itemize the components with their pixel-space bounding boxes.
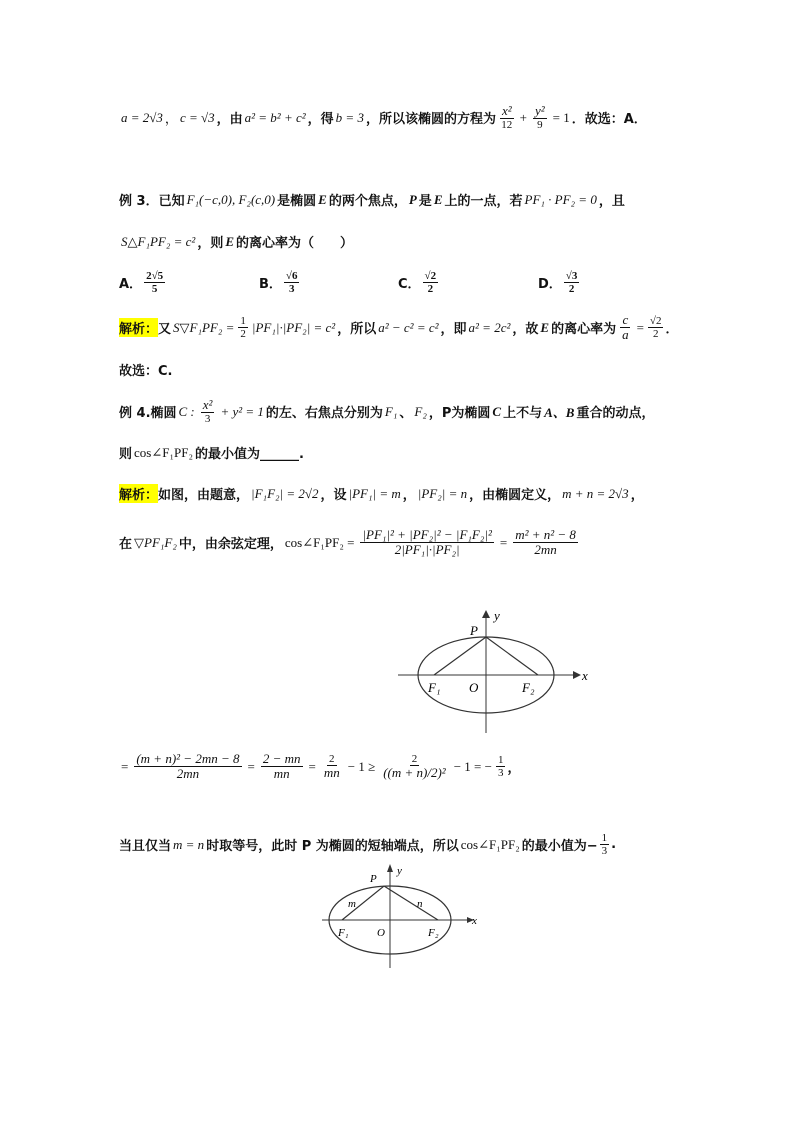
f2-label: F₂ [428,927,439,939]
ellipse-name: E [433,191,443,207]
ex3-question-line-2 [119,232,353,251]
point-name: P [408,191,417,207]
cos-expr: cos∠F₁PF₂ [134,444,193,460]
x-label: x [582,668,588,683]
ex3-question-line [119,190,625,209]
p-label: P [470,623,478,638]
text: ，所以 [337,322,377,338]
ellipse-name: E [318,191,327,207]
text: ，所以该椭圆的方程为 [365,112,496,128]
plus: + [519,109,527,125]
text: ，即 [440,322,467,338]
text: 是 [418,194,432,209]
segment-pf2 [486,637,538,675]
a-eq: a = 2√3 [121,109,163,125]
analysis-tag: 解析： [119,318,158,337]
area: S△F₁PF₂ = c² [121,233,196,249]
option-c: C． $\frac{√2}{2}$ [398,270,437,296]
option-a: A． $\frac{2√5}{5}$ [119,270,164,296]
ellipse-name: E [225,233,234,249]
y-axis-arrow-icon [387,864,393,872]
line-1 [119,104,647,131]
product-expr: |PF₁|·|PF₂| = c² [251,319,336,335]
n-label: n [417,898,423,910]
p-label: P [370,873,377,885]
y-axis-arrow-icon [482,610,490,618]
answer: ．故选：A． [571,112,647,128]
text: ，得 [307,112,334,128]
ellipse-name: E [540,319,550,335]
text: 又 [158,322,172,338]
text: ，故 [512,322,539,338]
x-label: x [472,915,477,927]
fraction-x: $\frac{\text{x²}}{12}$ [501,103,513,132]
text: 的两个焦点， [328,194,407,209]
text: ，且 [598,194,625,209]
f2-label: F₂ [522,680,535,695]
f1-label: F₁ [338,927,349,939]
option-d: D． $\frac{√3}{2}$ [538,270,578,296]
text: ，则 [197,236,224,251]
text: 的离心率为（ ） [236,236,354,251]
ex4-intro: 例 4.椭圆 [119,406,177,422]
option-b: B． $\frac{√6}{3}$ [259,270,298,296]
origin-label: O [377,927,385,939]
relation-1: a² − c² = c² [378,319,439,335]
area-expr: S▽F₁PF₂ = [173,319,235,335]
fraction-y: $\frac{\text{y²}}{9}$ [534,103,545,132]
text: ， [164,112,178,128]
ex3-analysis: 解析： 又 S▽F₁PF₂ = $\frac{1}{2}$ |PF₁|·|PF₂| = c² ，所以 a² − c² = c² ，即 a² = 2c² ，故 E 的离心率为 $\frac{c}{a}$ = $\frac{√2}{2}$ ． [119,312,679,343]
ex4-conclusion: 当且仅当 m = n 时取等号，此时 P 为椭圆的短轴端点，所以 cos∠F₁PF₂ 的最小值为− $\frac{1}{3}$ . [119,832,617,858]
text: 上的一点，若 [444,194,523,209]
ex4-question-line-2: 则 cos∠F₁PF₂ 的最小值为______. [119,444,304,462]
relation: a² = b² + c² [244,109,306,125]
dot-product: PF₁ · PF₂ = 0 [524,191,597,207]
text: ，由 [216,112,243,128]
eq-rhs: = 1 [552,109,570,125]
f1-label: F₁ [428,680,441,695]
ex4-analysis: 解析： 如图，由题意， |F₁F₂| = 2√2 ，设 |PF₁| = m ， |PF₂| = n ，由椭圆定义， m + n = 2√3 ， [119,485,644,503]
y-label: y [494,608,500,623]
relation-2: a² = 2c² [468,319,511,335]
segment-n [384,886,438,920]
foci: F₁(−c,0), F₂(c,0) [186,191,276,207]
ex4-question-line: 例 4.椭圆 C : $\frac{\text{x²}}{3}$ + y² = 1 的左、右焦点分别为 F₁ 、 F₂ ，P为椭圆 C 上不与 A、B 重合的动点， [119,397,655,426]
analysis-tag: 解析： [119,484,158,503]
c-eq: c = √3 [179,109,215,125]
text: 是椭圆 [277,194,317,209]
ex4-cosine-law: 在 ▽PF₁F₂ 中，由余弦定理， cos∠F₁PF₂ = $\frac{\text{|PF₁|² + |PF₂|² − |F₁F₂|²}}{\text{2|PF₁|·|PF₂|}}$ = $\frac{\text{m² + n² − 8}}{2mn}$ [119,527,576,558]
ex4-derivation: = $\frac{\text{(m + n)² − 2mn − 8}}{2mn}$ = $\frac{2 - mn}{mn}$ = $\frac{2}{mn}$ − 1 ≥ $\frac{2}{\text{((m + n)/2)²}}$ − 1 = − $\frac{1}{3}$ ， [121,751,521,782]
ellipse-figure-2 [322,862,482,972]
ex3-intro: 例 3．已知 [119,194,185,209]
segment-pf1 [434,637,486,675]
m-label: m [348,898,356,910]
origin-label: O [469,680,479,695]
x-axis-arrow-icon [573,671,581,679]
text: 的离心率为 [551,322,617,338]
b-eq: b = 3 [335,109,364,125]
ellipse-figure-1 [398,608,588,738]
y-label: y [397,865,402,877]
ex3-answer: 故选：C. [119,364,173,379]
